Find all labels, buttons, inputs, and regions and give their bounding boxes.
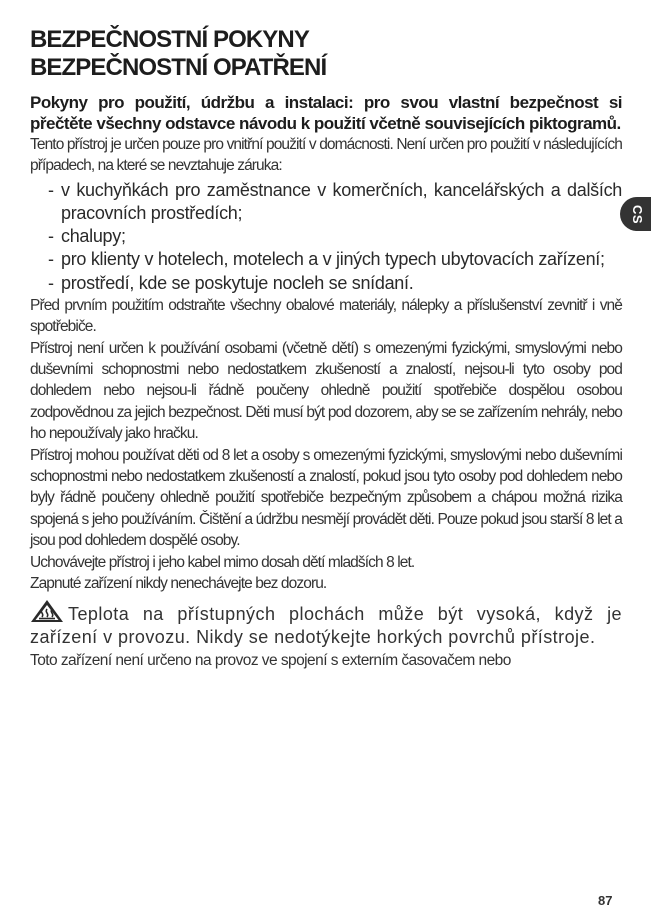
language-code: CS	[630, 205, 645, 225]
not-intended-paragraph: Přístroj není určen k používání osobami (včetně dětí) s omezenými fyzickými, smyslovými nebo duševními schopnostmi nebo nedostatkem zkušeností a znalostí, nejsou-li tyto osoby pod dohledem nebo nejsou-li řádně poučeny ohledně použití spotřebiče dospělou osobou zodpovědnou za jejich bezpečnost. Děti musí být pod dozorem, aby se se zařízením nehrály, nebo ho nepoužívaly jako hračku.	[30, 339, 622, 443]
keep-away-paragraph: Uchovávejte přístroj i jeho kabel mimo dosah dětí mladších 8 let.	[30, 553, 415, 571]
list-dash: -	[48, 179, 54, 200]
hot-surface-warning-icon	[30, 599, 64, 623]
children-paragraph: Přístroj mohou používat děti od 8 let a osoby s omezenými fyzickými, smyslovými nebo duševními schopnostmi nebo nedostatkem zkušeností a znalostí, pokud jsou tyto osoby pod dohledem nebo byly řádně poučeny ohledně použití spotřebiče bezpečným způsobem a chápou možná rizika spojená s jeho používáním. Čištění a údržbu nesmějí provádět děti. Pouze pokud jsou starší 8 let a jsou pod dohledem dospělé osoby.	[30, 446, 622, 550]
page-title	[30, 26, 622, 82]
list-dash: -	[48, 249, 54, 270]
list-item-text: prostředí, kde se poskytuje nocleh se snídaní.	[61, 272, 414, 293]
warning-text: Teplota na přístupných plochách může být vysoká, když je zařízení v provozu. Nikdy se nedotýkejte horkých povrchů přístroje.	[30, 603, 622, 648]
list-item-text: v kuchyňkách pro zaměstnance v komerčních, kancelářských a dalších pracovních prostředích;	[61, 179, 622, 224]
list-item	[48, 225, 622, 248]
list-item	[48, 248, 622, 271]
list-dash: -	[48, 226, 54, 247]
remove-packaging-paragraph: Před prvním použitím odstraňte všechny obalové materiály, nálepky a příslušenství zevnitř i vně spotřebiče.	[30, 296, 622, 336]
intro-paragraph: Tento přístroj je určen pouze pro vnitřní použití v domácnosti. Není určen pro použití v následujících případech, na které se nevztahuje záruka:	[30, 136, 622, 175]
list-item-text: pro klienty v hotelech, motelech a v jiných typech ubytovacích zařízení;	[61, 249, 605, 270]
list-item	[48, 272, 622, 295]
title-line-2: BEZPEČNOSTNÍ OPATŘENÍ	[30, 54, 327, 81]
list-dash: -	[48, 272, 54, 293]
list-item-text: chalupy;	[61, 226, 126, 247]
hot-surface-warning	[30, 599, 622, 650]
page-number: 87	[598, 893, 613, 908]
title-line-1: BEZPEČNOSTNÍ POKYNY	[30, 26, 309, 53]
timer-paragraph: Toto zařízení není určeno na provoz ve spojení s externím časovačem nebo	[30, 651, 511, 669]
exclusion-list	[30, 179, 622, 295]
page-content	[30, 26, 622, 671]
instructions-subheading: Pokyny pro použití, údržbu a instalaci: pro svou vlastní bezpečnost si přečtěte všechny odstavce návodu k použití včetně souvisejících piktogramů.	[30, 93, 622, 133]
unattended-paragraph: Zapnuté zařízení nikdy nenechávejte bez dozoru.	[30, 575, 327, 593]
list-item	[48, 179, 622, 225]
language-tab	[620, 197, 651, 231]
